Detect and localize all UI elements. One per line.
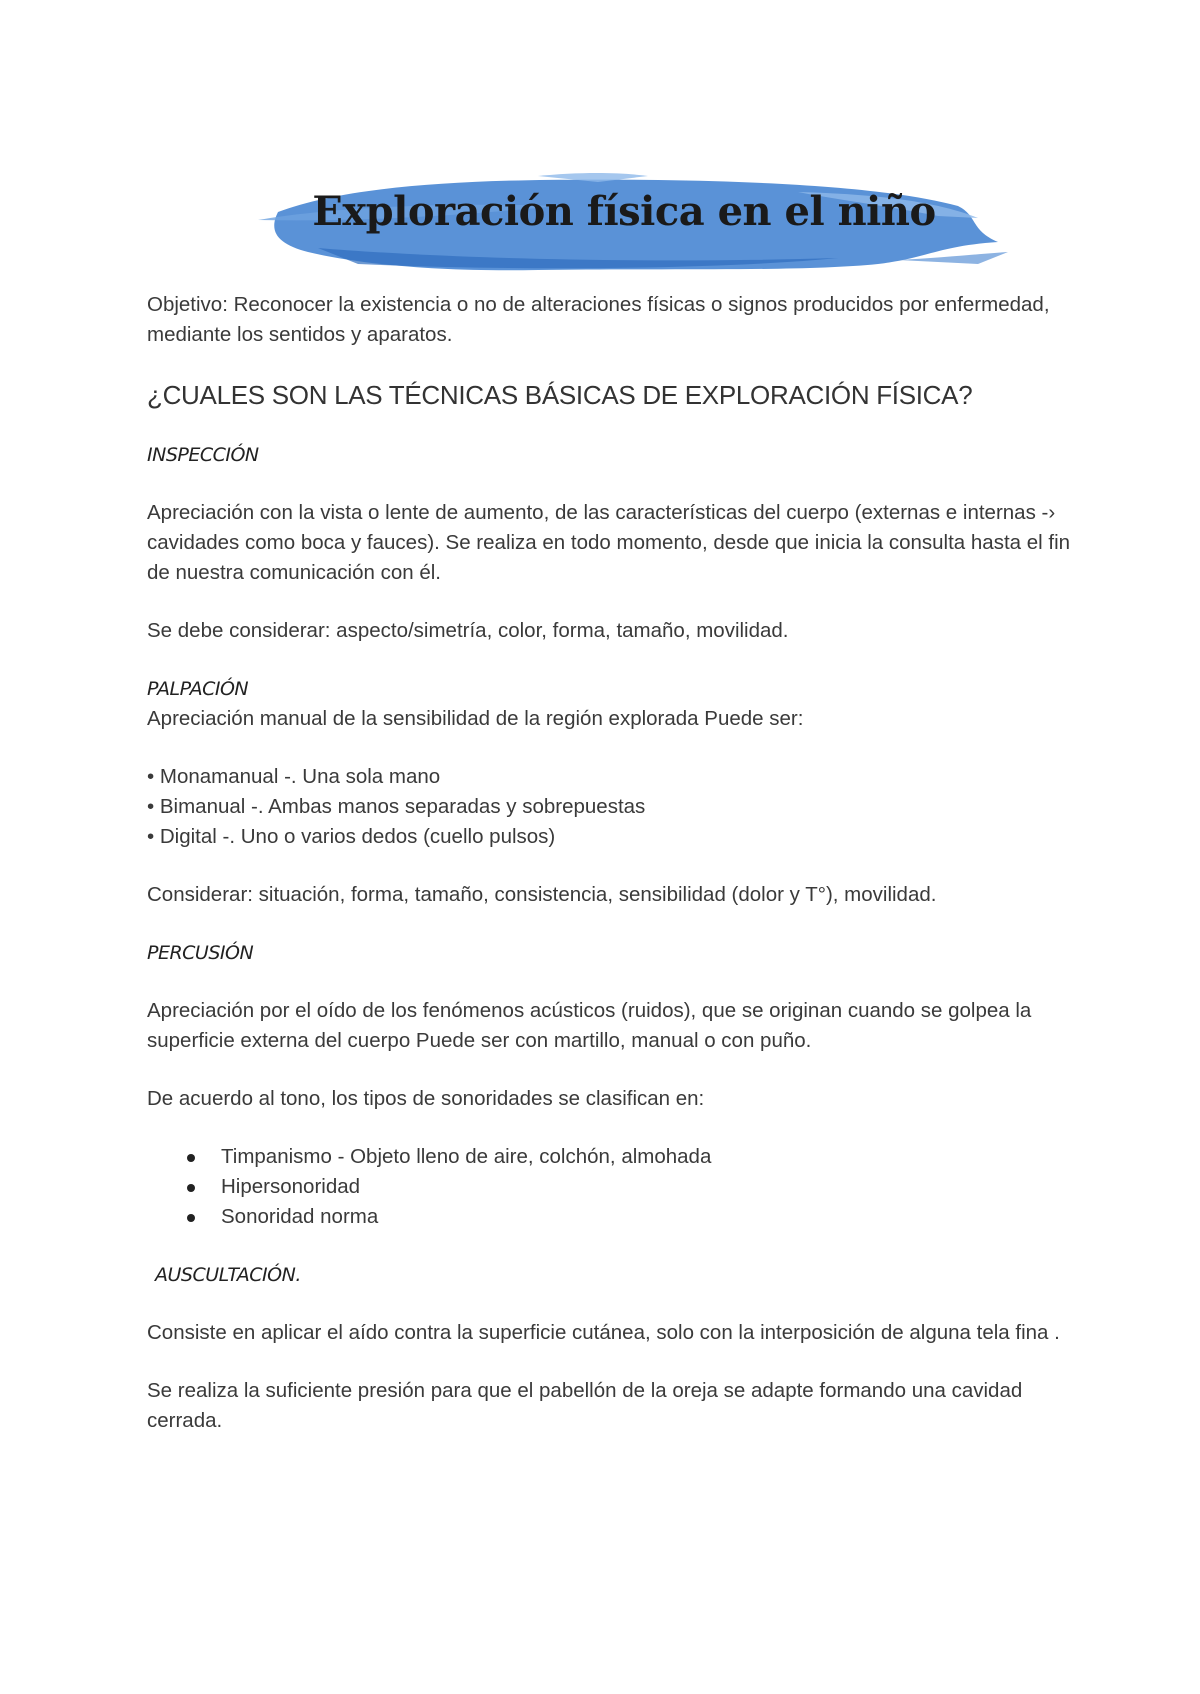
inspeccion-paragraph: Apreciación con la vista o lente de aumento, de las características del cuerpo (externas e internas -› cavidades como boca y fauces). Se realiza en todo momento, desde que inicia la consulta hasta el fin de nuestra comunicación con él. (147, 501, 1071, 584)
palpacion-item: • Monamanual -. Una sola mano (147, 765, 441, 788)
bullet-icon (187, 1214, 195, 1222)
heading-palpacion: PALPACIÓN (147, 678, 249, 700)
sonoridades-list (147, 1142, 1077, 1232)
bullet-icon (187, 1154, 195, 1162)
heading-auscultacion: AUSCULTACIÓN. (155, 1264, 301, 1286)
document-title: Exploración física en el niño (312, 188, 936, 235)
inspeccion-consider: Se debe considerar: aspecto/simetría, color, forma, tamaño, movilidad. (147, 619, 789, 642)
auscultacion-paragraph: Consiste en aplicar el aído contra la superficie cutánea, solo con la interposición de alguna tela fina . (147, 1321, 1060, 1344)
objective-text: Objetivo: Reconocer la existencia o no de alteraciones físicas o signos producidos por enfermedad, mediante los sentidos y aparatos. (147, 293, 1050, 346)
auscultacion-paragraph-2: Se realiza la suficiente presión para que el pabellón de la oreja se adapte formando una cavidad cerrada. (147, 1379, 1023, 1432)
document-body (147, 290, 1077, 1436)
heading-percusion: PERCUSIÓN (147, 942, 254, 964)
palpacion-item: • Bimanual -. Ambas manos separadas y sobrepuestas (147, 795, 646, 818)
list-item: Sonoridad norma (187, 1202, 1077, 1232)
palpacion-item: • Digital -. Uno o varios dedos (cuello pulsos) (147, 825, 556, 848)
percusion-paragraph: Apreciación por el oído de los fenómenos acústicos (ruidos), que se originan cuando se golpea la superficie externa del cuerpo Puede ser con martillo, manual o con puño. (147, 999, 1032, 1052)
list-item: Timpanismo - Objeto lleno de aire, colchón, almohada (187, 1142, 1077, 1172)
list-item: Hipersonoridad (187, 1172, 1077, 1202)
title-banner (238, 172, 1010, 284)
percusion-sonoridades-intro: De acuerdo al tono, los tipos de sonoridades se clasifican en: (147, 1087, 705, 1110)
heading-inspeccion: INSPECCIÓN (147, 444, 259, 466)
section-question: ¿CUALES SON LAS TÉCNICAS BÁSICAS DE EXPLORACIÓN FÍSICA? (147, 380, 973, 410)
bullet-icon (187, 1184, 195, 1192)
palpacion-intro: Apreciación manual de la sensibilidad de la región explorada Puede ser: (147, 707, 804, 730)
palpacion-consider: Considerar: situación, forma, tamaño, consistencia, sensibilidad (dolor y T°), movilidad. (147, 883, 937, 906)
